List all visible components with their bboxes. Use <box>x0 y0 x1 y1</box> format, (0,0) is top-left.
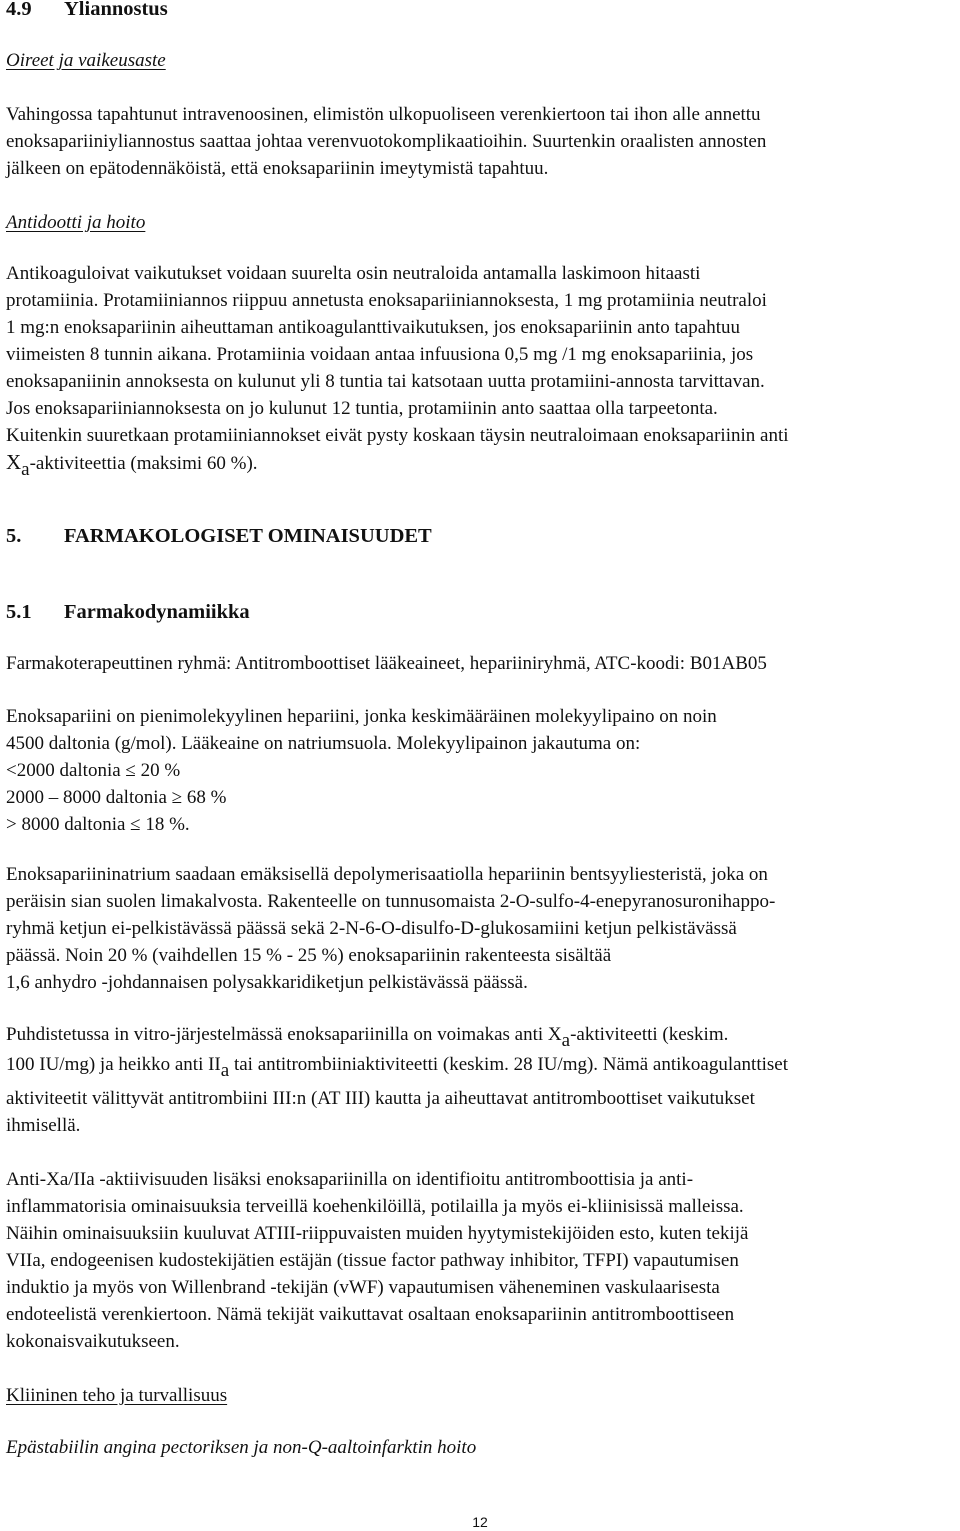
text-line: jälkeen on epätodennäköistä, että enoksapariinin imeytymistä tapahtuu. <box>6 158 549 179</box>
text-line: Vahingossa tapahtunut intravenoosinen, elimistön ulkopuoliseen verenkiertoon tai ihon alle annettu <box>6 104 761 125</box>
subheading-unstable-angina: Epästabiilin angina pectoriksen ja non-Q-aaltoinfarktin hoito <box>6 1437 477 1458</box>
text-line: 1,6 anhydro -johdannaisen polysakkaridiketjun pelkistävässä päässä. <box>6 972 528 993</box>
text-line: enoksapariiniyliannostus saattaa johtaa verenvuotokomplikaatioihin. Suurtenkin oraalisten annosten <box>6 131 767 152</box>
text-line: enoksapaniinin annoksesta on kulunut yli 8 tuntia tai katsotaan uutta protamiini-annosta tarvittavan. <box>6 371 765 392</box>
section-title: FARMAKOLOGISET OMINAISUUDET <box>64 525 432 547</box>
text-line: endoteelistä verenkiertoon. Nämä tekijät vaikuttavat osaltaan enoksapariinin antitromboottiseen <box>6 1304 735 1325</box>
text-line: Antikoaguloivat vaikutukset voidaan suurelta osin neutraloida antamalla laskimoon hitaasti <box>6 263 701 284</box>
text-line: inflammatorisia ominaisuuksia terveillä koehenkilöillä, potilailla ja myös ei-kliinisissä malleissa. <box>6 1196 744 1217</box>
text-line: Enoksapariini on pienimolekyylinen hepariini, jonka keskimääräinen molekyylipaino on noin <box>6 706 717 727</box>
paragraph-anti-xa <box>6 1166 958 1355</box>
paragraph-antidote <box>6 260 958 480</box>
section-number: 5. <box>6 525 22 547</box>
paragraph-symptoms <box>6 101 958 182</box>
text-line: protamiinia. Protamiiniannos riippuu annetusta enoksapariiniannoksesta, 1 mg protamiinia neutraloi <box>6 290 767 311</box>
section-number: 4.9 <box>6 0 32 20</box>
section-title: Yliannostus <box>64 0 168 20</box>
text-line: Jos enoksapariiniannoksesta on jo kulunut 12 tuntia, protamiinin anto saattaa olla tarpeetonta. <box>6 398 718 419</box>
subheading-symptoms: Oireet ja vaikeusaste <box>6 50 166 71</box>
text-line: Puhdistetussa in vitro-järjestelmässä enoksapariinilla on voimakas anti Xa-aktiviteetti (keskim. <box>6 1024 729 1051</box>
paragraph-in-vitro <box>6 1021 958 1139</box>
text-line: ryhmä ketjun ei-pelkistävässä päässä sekä 2-N-6-O-disulfo-D-glukosamiini ketjun pelkistävässä <box>6 918 737 939</box>
paragraph-structure <box>6 861 958 996</box>
text-line: > 8000 daltonia ≤ 18 %. <box>6 814 190 835</box>
text-line: Anti-Xa/IIa -aktiivisuuden lisäksi enoksapariinilla on identifioitu antitromboottisia ja anti- <box>6 1169 694 1190</box>
text-line-xa: Xa-aktiviteettia (maksimi 60 %). <box>6 450 258 480</box>
section-heading-5-1 <box>6 599 958 626</box>
text-line: viimeisten 8 tunnin aikana. Protamiinia voidaan antaa infuusiona 0,5 mg /1 mg enoksapariinia, jos <box>6 344 754 365</box>
text-line: 4500 daltonia (g/mol). Lääkeaine on natriumsuola. Molekyylipainon jakautuma on: <box>6 733 641 754</box>
text-line: 100 IU/mg) ja heikko anti IIa tai antitrombiiniaktiviteetti (keskim. 28 IU/mg). Nämä antikoagulanttiset <box>6 1054 788 1081</box>
text-line: peräisin sian suolen limakalvosta. Rakenteelle on tunnusomaista 2-O-sulfo-4-enepyranosuronihappo- <box>6 891 776 912</box>
section-title: Farmakodynamiikka <box>64 601 250 623</box>
section-heading-5 <box>6 523 958 550</box>
text-line: 2000 – 8000 daltonia ≥ 68 % <box>6 787 227 808</box>
section-heading-4-9 <box>6 0 958 23</box>
text-line: päässä. Noin 20 % (vaihdellen 15 % - 25 %) enoksapariinin rakenteesta sisältää <box>6 945 612 966</box>
text-line: Kuitenkin suuretkaan protamiiniannokset eivät pysty koskaan täysin neutraloimaan enoksapariinin anti <box>6 425 789 446</box>
text-line: induktio ja myös von Willenbrand -tekijän (vWF) vapautumisen väheneminen vaskulaarisesta <box>6 1277 720 1298</box>
pharmacotherapeutic-group: Farmakoterapeuttinen ryhmä: Antitromboottiset lääkeaineet, hepariiniryhmä, ATC-koodi: B01AB05 <box>6 653 767 674</box>
text-line: <2000 daltonia ≤ 20 % <box>6 760 181 781</box>
paragraph-molecular-weight <box>6 703 958 838</box>
section-number: 5.1 <box>6 601 32 623</box>
text-line: Näihin ominaisuuksiin kuuluvat ATIII-riippuvaisten muiden hyytymistekijöiden esto, kuten tekijä <box>6 1223 749 1244</box>
text-line: 1 mg:n enoksapariinin aiheuttaman antikoagulanttivaikutuksen, jos enoksapariinin anto tapahtuu <box>6 317 740 338</box>
page-number: 12 <box>472 1514 488 1530</box>
text-line: ihmisellä. <box>6 1115 81 1136</box>
subheading-clinical-efficacy: Kliininen teho ja turvallisuus <box>6 1385 228 1406</box>
text-line: kokonaisvaikutukseen. <box>6 1331 180 1352</box>
subheading-antidote: Antidootti ja hoito <box>6 212 146 233</box>
text-line: aktiviteetit välittyvät antitrombiini III:n (AT III) kautta ja aiheuttavat antitromboottiset vaikutukset <box>6 1088 755 1109</box>
text-line: VIIa, endogeenisen kudostekijätien estäjän (tissue factor pathway inhibitor, TFPI) vapautumisen <box>6 1250 739 1271</box>
text-line: Enoksapariininatrium saadaan emäksisellä depolymerisaatiolla hepariinin bentsyyliesteristä, joka on <box>6 864 768 885</box>
